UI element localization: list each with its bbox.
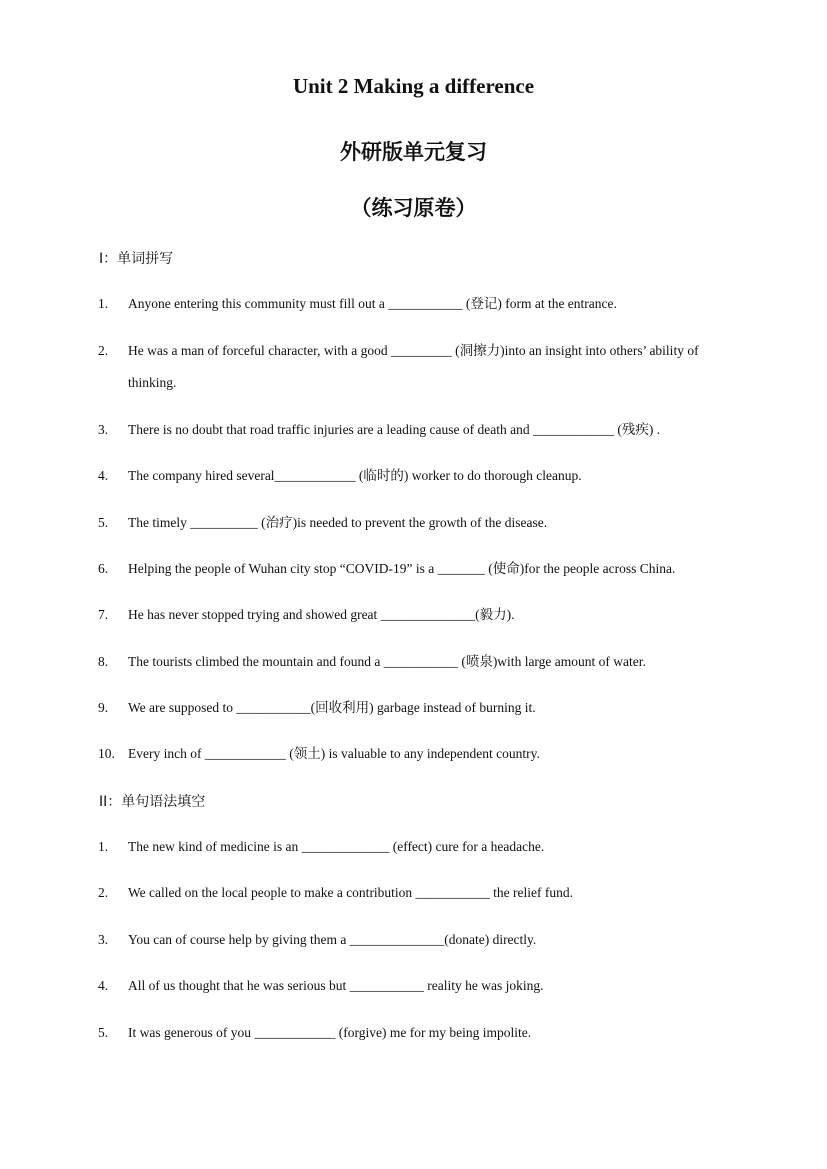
section-heading-grammar-fill: II：单句语法填空 xyxy=(99,794,206,810)
item-text: We called on the local people to make a contribution ___________ the relief fund. xyxy=(128,885,574,900)
exercise-item xyxy=(98,553,738,585)
exercise-item xyxy=(98,599,738,631)
item-number: 6. xyxy=(98,561,109,576)
item-number: 5. xyxy=(98,1025,109,1040)
item-number: 3. xyxy=(98,422,109,437)
item-text: You can of course help by giving them a ______________(donate) directly. xyxy=(128,932,537,947)
item-text: He was a man of forceful character, with a good _________ (洞擦力)into an insight into others’ ability of thinking. xyxy=(128,343,699,390)
item-text: The company hired several____________ (临时的) worker to do thorough cleanup. xyxy=(128,468,582,483)
exercise-item xyxy=(98,414,738,446)
item-text: There is no doubt that road traffic injuries are a leading cause of death and ____________ (残疾) . xyxy=(128,422,661,437)
exercise-item xyxy=(98,646,738,678)
item-number: 4. xyxy=(98,978,109,993)
item-text: Anyone entering this community must fill out a ___________ (登记) form at the entrance. xyxy=(128,296,617,311)
item-text: The timely __________ (治疗)is needed to prevent the growth of the disease. xyxy=(128,515,548,530)
item-number: 8. xyxy=(98,654,109,669)
item-number: 7. xyxy=(98,607,109,622)
exercise-item xyxy=(98,288,738,320)
item-number: 2. xyxy=(98,885,109,900)
item-number: 1. xyxy=(98,296,109,311)
item-text: The new kind of medicine is an _____________ (effect) cure for a headache. xyxy=(128,839,545,854)
exercise-item xyxy=(98,924,738,956)
exercise-item xyxy=(98,460,738,492)
exercise-item xyxy=(98,335,738,399)
exercise-item xyxy=(98,970,738,1002)
item-number: 1. xyxy=(98,839,109,854)
exercise-item xyxy=(98,1017,738,1049)
exercise-item xyxy=(98,738,738,770)
exercise-item xyxy=(98,877,738,909)
item-text: It was generous of you ____________ (forgive) me for my being impolite. xyxy=(128,1025,532,1040)
exercise-item xyxy=(98,831,738,863)
item-number: 2. xyxy=(98,343,109,358)
document-subtitle: （练习原卷） xyxy=(350,196,477,220)
item-text: Helping the people of Wuhan city stop “COVID-19” is a _______ (使命)for the people across China. xyxy=(128,561,676,576)
item-number: 10. xyxy=(98,746,115,761)
item-text: We are supposed to ___________(回收利用) garbage instead of burning it. xyxy=(128,700,536,715)
item-text: The tourists climbed the mountain and found a ___________ (喷泉)with large amount of water. xyxy=(128,654,646,669)
document-title-chinese: 外研版单元复习 xyxy=(340,140,487,164)
section-heading-word-spelling: I：单词拼写 xyxy=(99,251,174,267)
item-text: Every inch of ____________ (领土) is valuable to any independent country. xyxy=(128,746,540,761)
item-text: He has never stopped trying and showed great ______________(毅力). xyxy=(128,607,515,622)
item-number: 9. xyxy=(98,700,109,715)
exercise-item xyxy=(98,507,738,539)
document-title: Unit 2 Making a difference xyxy=(292,74,535,98)
item-number: 5. xyxy=(98,515,109,530)
item-text: All of us thought that he was serious but ___________ reality he was joking. xyxy=(128,978,544,993)
item-number: 4. xyxy=(98,468,109,483)
exercise-item xyxy=(98,692,738,724)
item-number: 3. xyxy=(98,932,109,947)
